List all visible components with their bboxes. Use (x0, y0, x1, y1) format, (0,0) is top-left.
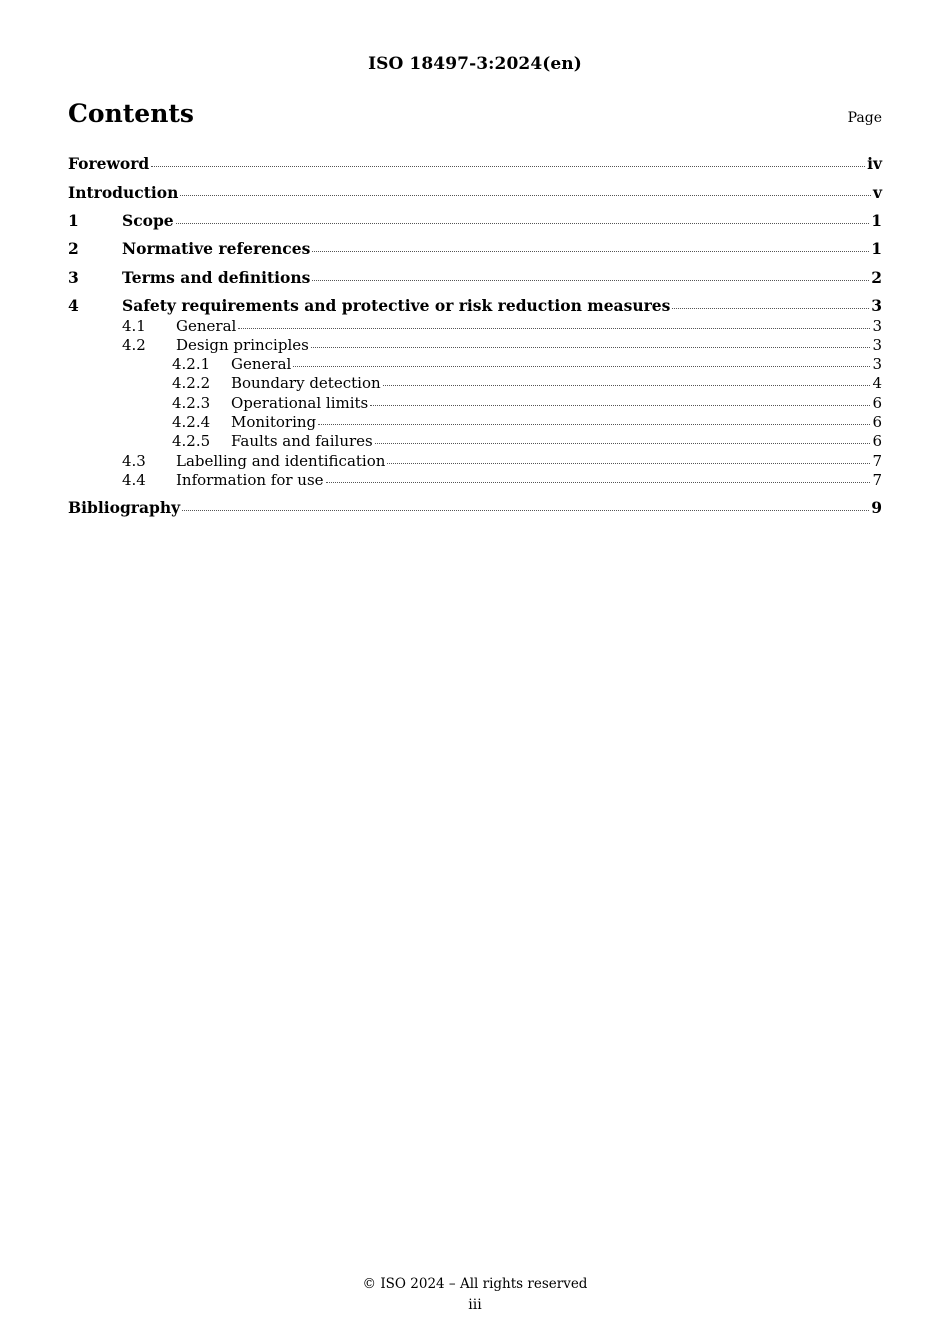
toc-entry-title: Scope (122, 211, 174, 230)
toc-entry-title: Design principles (176, 336, 309, 354)
toc-entry-number: 4.2.4 (172, 413, 211, 431)
toc-entry-title: Foreword (68, 154, 150, 173)
toc-entry-number: 4 (68, 296, 79, 315)
page-number: iii (468, 1297, 482, 1313)
toc-entry-page: 6 (872, 432, 882, 450)
toc-entry-4-2[interactable] (68, 336, 882, 354)
toc-dot-leader (387, 463, 870, 464)
toc-entry-page: 3 (872, 336, 882, 354)
toc-entry-number: 2 (68, 239, 79, 258)
toc-entry-page: 6 (872, 394, 882, 412)
toc-entry-title: Operational limits (231, 394, 369, 412)
toc-entry-page: 4 (872, 374, 882, 392)
contents-heading: Contents (68, 99, 195, 128)
document-identifier: ISO 18497-3:2024(en) (368, 54, 582, 74)
toc-entry-title: Monitoring (231, 413, 317, 431)
toc-entry-title: General (231, 355, 292, 373)
toc-entry-4-2-3[interactable] (68, 394, 882, 412)
toc-dot-leader (672, 308, 869, 309)
toc-dot-leader (176, 223, 870, 224)
toc-entry-number: 4.4 (122, 471, 146, 489)
toc-entry-page: 3 (872, 317, 882, 335)
toc-entry-page: 3 (872, 355, 882, 373)
toc-dot-leader (312, 280, 869, 281)
toc-entry-number: 4.2.5 (172, 432, 211, 450)
toc-entry-title: Boundary detection (231, 374, 381, 392)
toc-dot-leader (370, 405, 870, 406)
toc-entry-number: 4.3 (122, 452, 146, 470)
toc-entry-4-4[interactable] (68, 471, 882, 489)
toc-entry-page: 3 (871, 296, 882, 315)
toc-entry-page: 6 (872, 413, 882, 431)
toc-entry-scope[interactable] (68, 211, 882, 230)
toc-entry-number: 1 (68, 211, 79, 230)
toc-entry-title: Terms and definitions (122, 268, 311, 287)
toc-entry-title: Bibliography (68, 498, 181, 517)
toc-entry-4-2-4[interactable] (68, 413, 882, 431)
toc-entry-4-2-5[interactable] (68, 432, 882, 450)
toc-entry-number: 4.2.1 (172, 355, 211, 373)
toc-entry-page: 1 (871, 211, 882, 230)
toc-entry-page: v (872, 183, 882, 202)
toc-entry-page: 7 (872, 471, 882, 489)
toc-entry-page: 7 (872, 452, 882, 470)
toc-dot-leader (182, 510, 869, 511)
toc-dot-leader (312, 251, 869, 252)
toc-dot-leader (238, 328, 870, 329)
toc-entry-number: 4.2.2 (172, 374, 211, 392)
toc-entry-title: Introduction (68, 183, 179, 202)
toc-entry-title: Labelling and identification (176, 452, 386, 470)
toc-entry-foreword[interactable] (68, 154, 882, 173)
toc-entry-page: 9 (871, 498, 882, 517)
toc-entry-safety-requirements[interactable] (68, 296, 882, 315)
toc-entry-number: 4.1 (122, 317, 146, 335)
toc-dot-leader (293, 366, 870, 367)
toc-entry-4-3[interactable] (68, 452, 882, 470)
toc-entry-page: iv (867, 154, 882, 173)
toc-entry-title: General (176, 317, 237, 335)
toc-entry-number: 3 (68, 268, 79, 287)
toc-entry-title: Information for use (176, 471, 324, 489)
toc-entry-title: Faults and failures (231, 432, 373, 450)
toc-dot-leader (151, 166, 865, 167)
toc-entry-introduction[interactable] (68, 183, 882, 202)
toc-dot-leader (318, 424, 870, 425)
page-column-label: Page (847, 110, 882, 126)
toc-entry-4-2-2[interactable] (68, 374, 882, 392)
toc-entry-4-1[interactable] (68, 317, 882, 335)
toc-entry-page: 1 (871, 239, 882, 258)
toc-entry-bibliography[interactable] (68, 498, 882, 517)
toc-dot-leader (311, 347, 871, 348)
toc-entry-title: Normative references (122, 239, 311, 258)
toc-dot-leader (326, 482, 871, 483)
toc-entry-page: 2 (871, 268, 882, 287)
toc-entry-number: 4.2 (122, 336, 146, 354)
toc-entry-terms-definitions[interactable] (68, 268, 882, 287)
toc-dot-leader (180, 195, 871, 196)
toc-entry-title: Safety requirements and protective or risk reduction measures (122, 296, 671, 315)
copyright-notice: © ISO 2024 – All rights reserved (362, 1276, 588, 1292)
toc-entry-normative-references[interactable] (68, 239, 882, 258)
toc-dot-leader (383, 385, 871, 386)
toc-dot-leader (375, 443, 871, 444)
toc-entry-number: 4.2.3 (172, 394, 211, 412)
toc-entry-4-2-1[interactable] (68, 355, 882, 373)
